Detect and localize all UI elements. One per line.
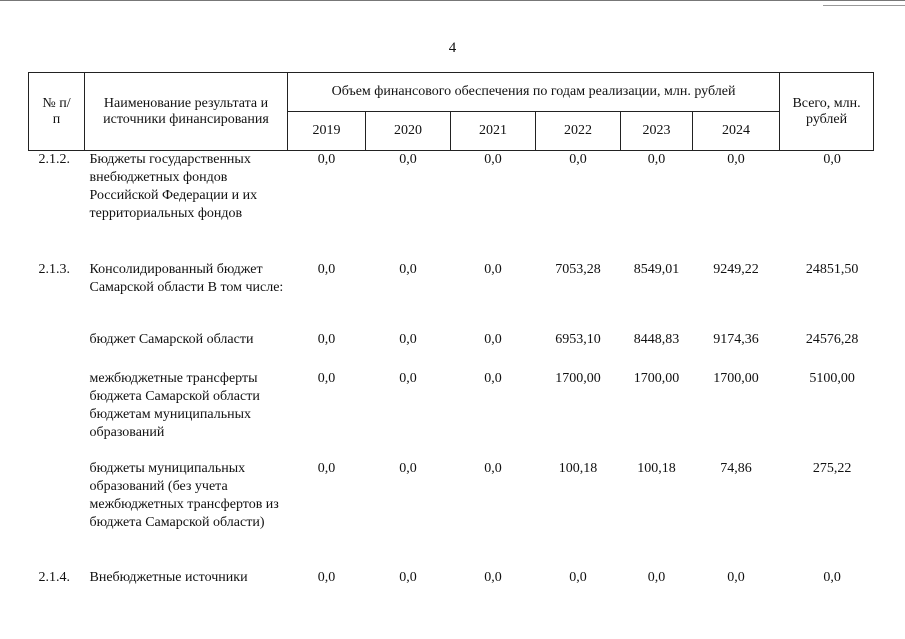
- row-value: 0,0: [317, 569, 336, 585]
- row-value: 0,0: [647, 152, 666, 167]
- row-number: [29, 331, 85, 370]
- header-no: № п/п: [29, 73, 85, 151]
- header-year: 2023: [621, 112, 693, 151]
- row-value: 0,0: [727, 152, 745, 167]
- page-number: 4: [448, 40, 457, 56]
- row-value: 0,0: [569, 152, 587, 167]
- top-right-line: [823, 5, 905, 6]
- row-name: бюджеты муниципальных образований (без учета межбюджетных трансфертов из бюджета Самарской области): [89, 460, 279, 530]
- row-value: 0,0: [399, 331, 417, 347]
- row-value: 9249,22: [713, 261, 759, 277]
- row-number: 2.1.2.: [38, 152, 70, 167]
- row-value: 8448,83: [633, 331, 680, 347]
- row-value: 1700,00: [713, 370, 759, 386]
- header-year: 2022: [536, 112, 621, 151]
- row-value: 0,0: [484, 370, 502, 386]
- header-year: 2021: [451, 112, 536, 151]
- row-value: 0,0: [317, 331, 336, 347]
- row-value: 100,18: [637, 460, 676, 476]
- row-value: 0,0: [399, 370, 417, 386]
- table-row: [29, 151, 874, 261]
- row-total: 0,0: [823, 152, 841, 167]
- table-row: [29, 460, 874, 569]
- row-value: 0,0: [484, 152, 502, 167]
- table-row: [29, 331, 874, 370]
- row-value: 0,0: [484, 569, 502, 585]
- table-row: [29, 261, 874, 331]
- row-value: 74,86: [720, 460, 752, 476]
- header-total: Всего, млн. рублей: [780, 73, 874, 151]
- top-border-line: [0, 0, 905, 1]
- row-number: [29, 460, 85, 569]
- table-row: [29, 370, 874, 460]
- row-value: 0,0: [569, 569, 587, 585]
- row-value: 0,0: [399, 460, 417, 476]
- row-value: 0,0: [484, 460, 502, 476]
- header-group: Объем финансового обеспечения по годам реализации, млн. рублей: [288, 73, 780, 112]
- row-total: 24851,50: [805, 261, 859, 277]
- row-name: межбюджетные трансферты бюджета Самарской области бюджетам муниципальных образований: [89, 370, 260, 440]
- row-total: 275,22: [812, 460, 852, 476]
- row-name: Консолидированный бюджет Самарской области В том числе:: [89, 261, 284, 295]
- header-year: 2024: [693, 112, 780, 151]
- header-name: Наименование результата и источники финансирования: [85, 73, 288, 151]
- row-value: 0,0: [647, 569, 666, 585]
- row-total: 0,0: [823, 569, 841, 585]
- row-total: 24576,28: [805, 331, 859, 347]
- row-value: 100,18: [558, 460, 598, 476]
- header-year: 2020: [366, 112, 451, 151]
- row-number: 2.1.3.: [38, 261, 70, 277]
- row-value: 6953,10: [555, 331, 601, 347]
- row-value: 9174,36: [713, 331, 759, 347]
- row-value: 0,0: [399, 152, 417, 167]
- row-value: 0,0: [399, 569, 417, 585]
- row-value: 0,0: [727, 569, 745, 585]
- row-number: [29, 370, 85, 460]
- table-row: [29, 569, 874, 599]
- row-value: 0,0: [317, 152, 336, 167]
- row-value: 0,0: [399, 261, 417, 277]
- row-value: 1700,00: [633, 370, 680, 386]
- row-value: 7053,28: [555, 261, 601, 277]
- row-total: 5100,00: [809, 370, 855, 386]
- financing-table: [28, 72, 874, 599]
- row-number: 2.1.4.: [38, 569, 70, 585]
- row-name: Внебюджетные источники: [89, 569, 248, 585]
- row-value: 1700,00: [555, 370, 601, 386]
- row-name: бюджет Самарской области: [89, 331, 254, 347]
- row-value: 8549,01: [633, 261, 680, 277]
- row-value: 0,0: [484, 261, 502, 277]
- row-value: 0,0: [317, 370, 336, 386]
- row-value: 0,0: [317, 460, 336, 476]
- header-year: 2019: [288, 112, 366, 151]
- row-value: 0,0: [317, 261, 336, 277]
- row-name: Бюджеты государственных внебюджетных фондов Российской Федерации и их территориальных фондов: [89, 152, 258, 221]
- row-value: 0,0: [484, 331, 502, 347]
